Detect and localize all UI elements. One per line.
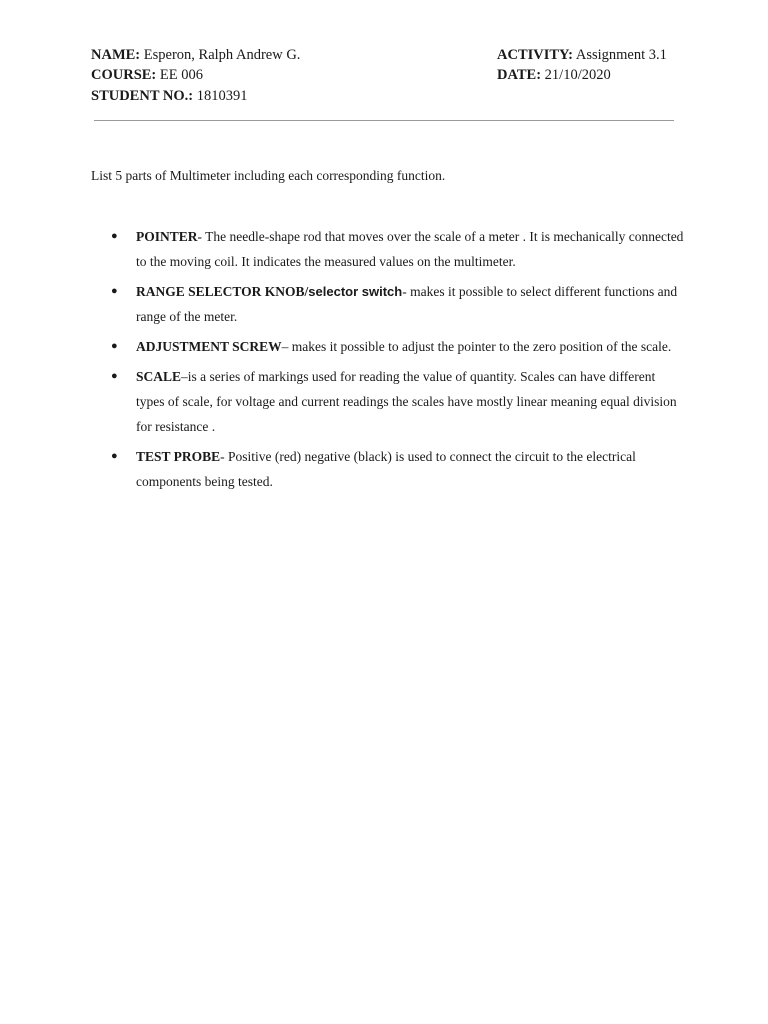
list-item [0, 364, 684, 439]
course-label: COURSE: [91, 67, 157, 83]
course-line [91, 65, 203, 85]
activity-label: ACTIVITY: [497, 47, 574, 63]
header-divider [94, 120, 674, 121]
item-term-sub: selector switch [308, 284, 403, 299]
date-label: DATE: [497, 67, 542, 83]
activity-line [497, 45, 667, 65]
item-term: TEST PROBE [136, 449, 221, 464]
item-term: ADJUSTMENT SCREW [136, 339, 282, 354]
item-text: – makes it possible to adjust the pointer to the zero position of the scale. [281, 339, 672, 354]
student-no-line [91, 86, 247, 106]
bullet-icon: ● [111, 230, 118, 242]
bullet-icon: ● [111, 370, 118, 382]
student-no-label: STUDENT NO.: [91, 88, 194, 104]
course-value: EE 006 [159, 67, 203, 83]
bullet-icon: ● [111, 340, 118, 352]
name-label: NAME: [91, 47, 141, 63]
date-line [497, 65, 611, 85]
parts-list [0, 224, 768, 499]
list-item [0, 224, 684, 274]
item-text: - Positive (red) negative (black) is used to connect the circuit to the electrical components being tested. [136, 449, 636, 489]
name-value: Esperon, Ralph Andrew G. [143, 47, 301, 63]
list-item [0, 444, 684, 494]
name-line [91, 45, 300, 65]
student-no-value: 1810391 [196, 88, 248, 104]
list-item [0, 334, 684, 359]
item-term: RANGE SELECTOR KNOB/ [136, 284, 309, 299]
item-term: POINTER [136, 229, 198, 244]
item-text: –is a series of markings used for reading the value of quantity. Scales can have different types of scale, for voltage and current readings the scales have mostly linear meaning equal division for resistance . [136, 369, 677, 434]
bullet-icon: ● [111, 285, 118, 297]
item-term: SCALE [136, 369, 182, 384]
activity-value: Assignment 3.1 [575, 47, 667, 63]
date-value: 21/10/2020 [544, 67, 611, 83]
item-text: - The needle-shape rod that moves over the scale of a meter . It is mechanically connected to the moving coil. It indicates the measured values on the multimeter. [136, 229, 684, 269]
list-item [0, 279, 684, 329]
bullet-icon: ● [111, 450, 118, 462]
intro-text: List 5 parts of Multimeter including each corresponding function. [91, 168, 446, 183]
item-text: - makes it possible to select different functions and range of the meter. [136, 284, 678, 324]
